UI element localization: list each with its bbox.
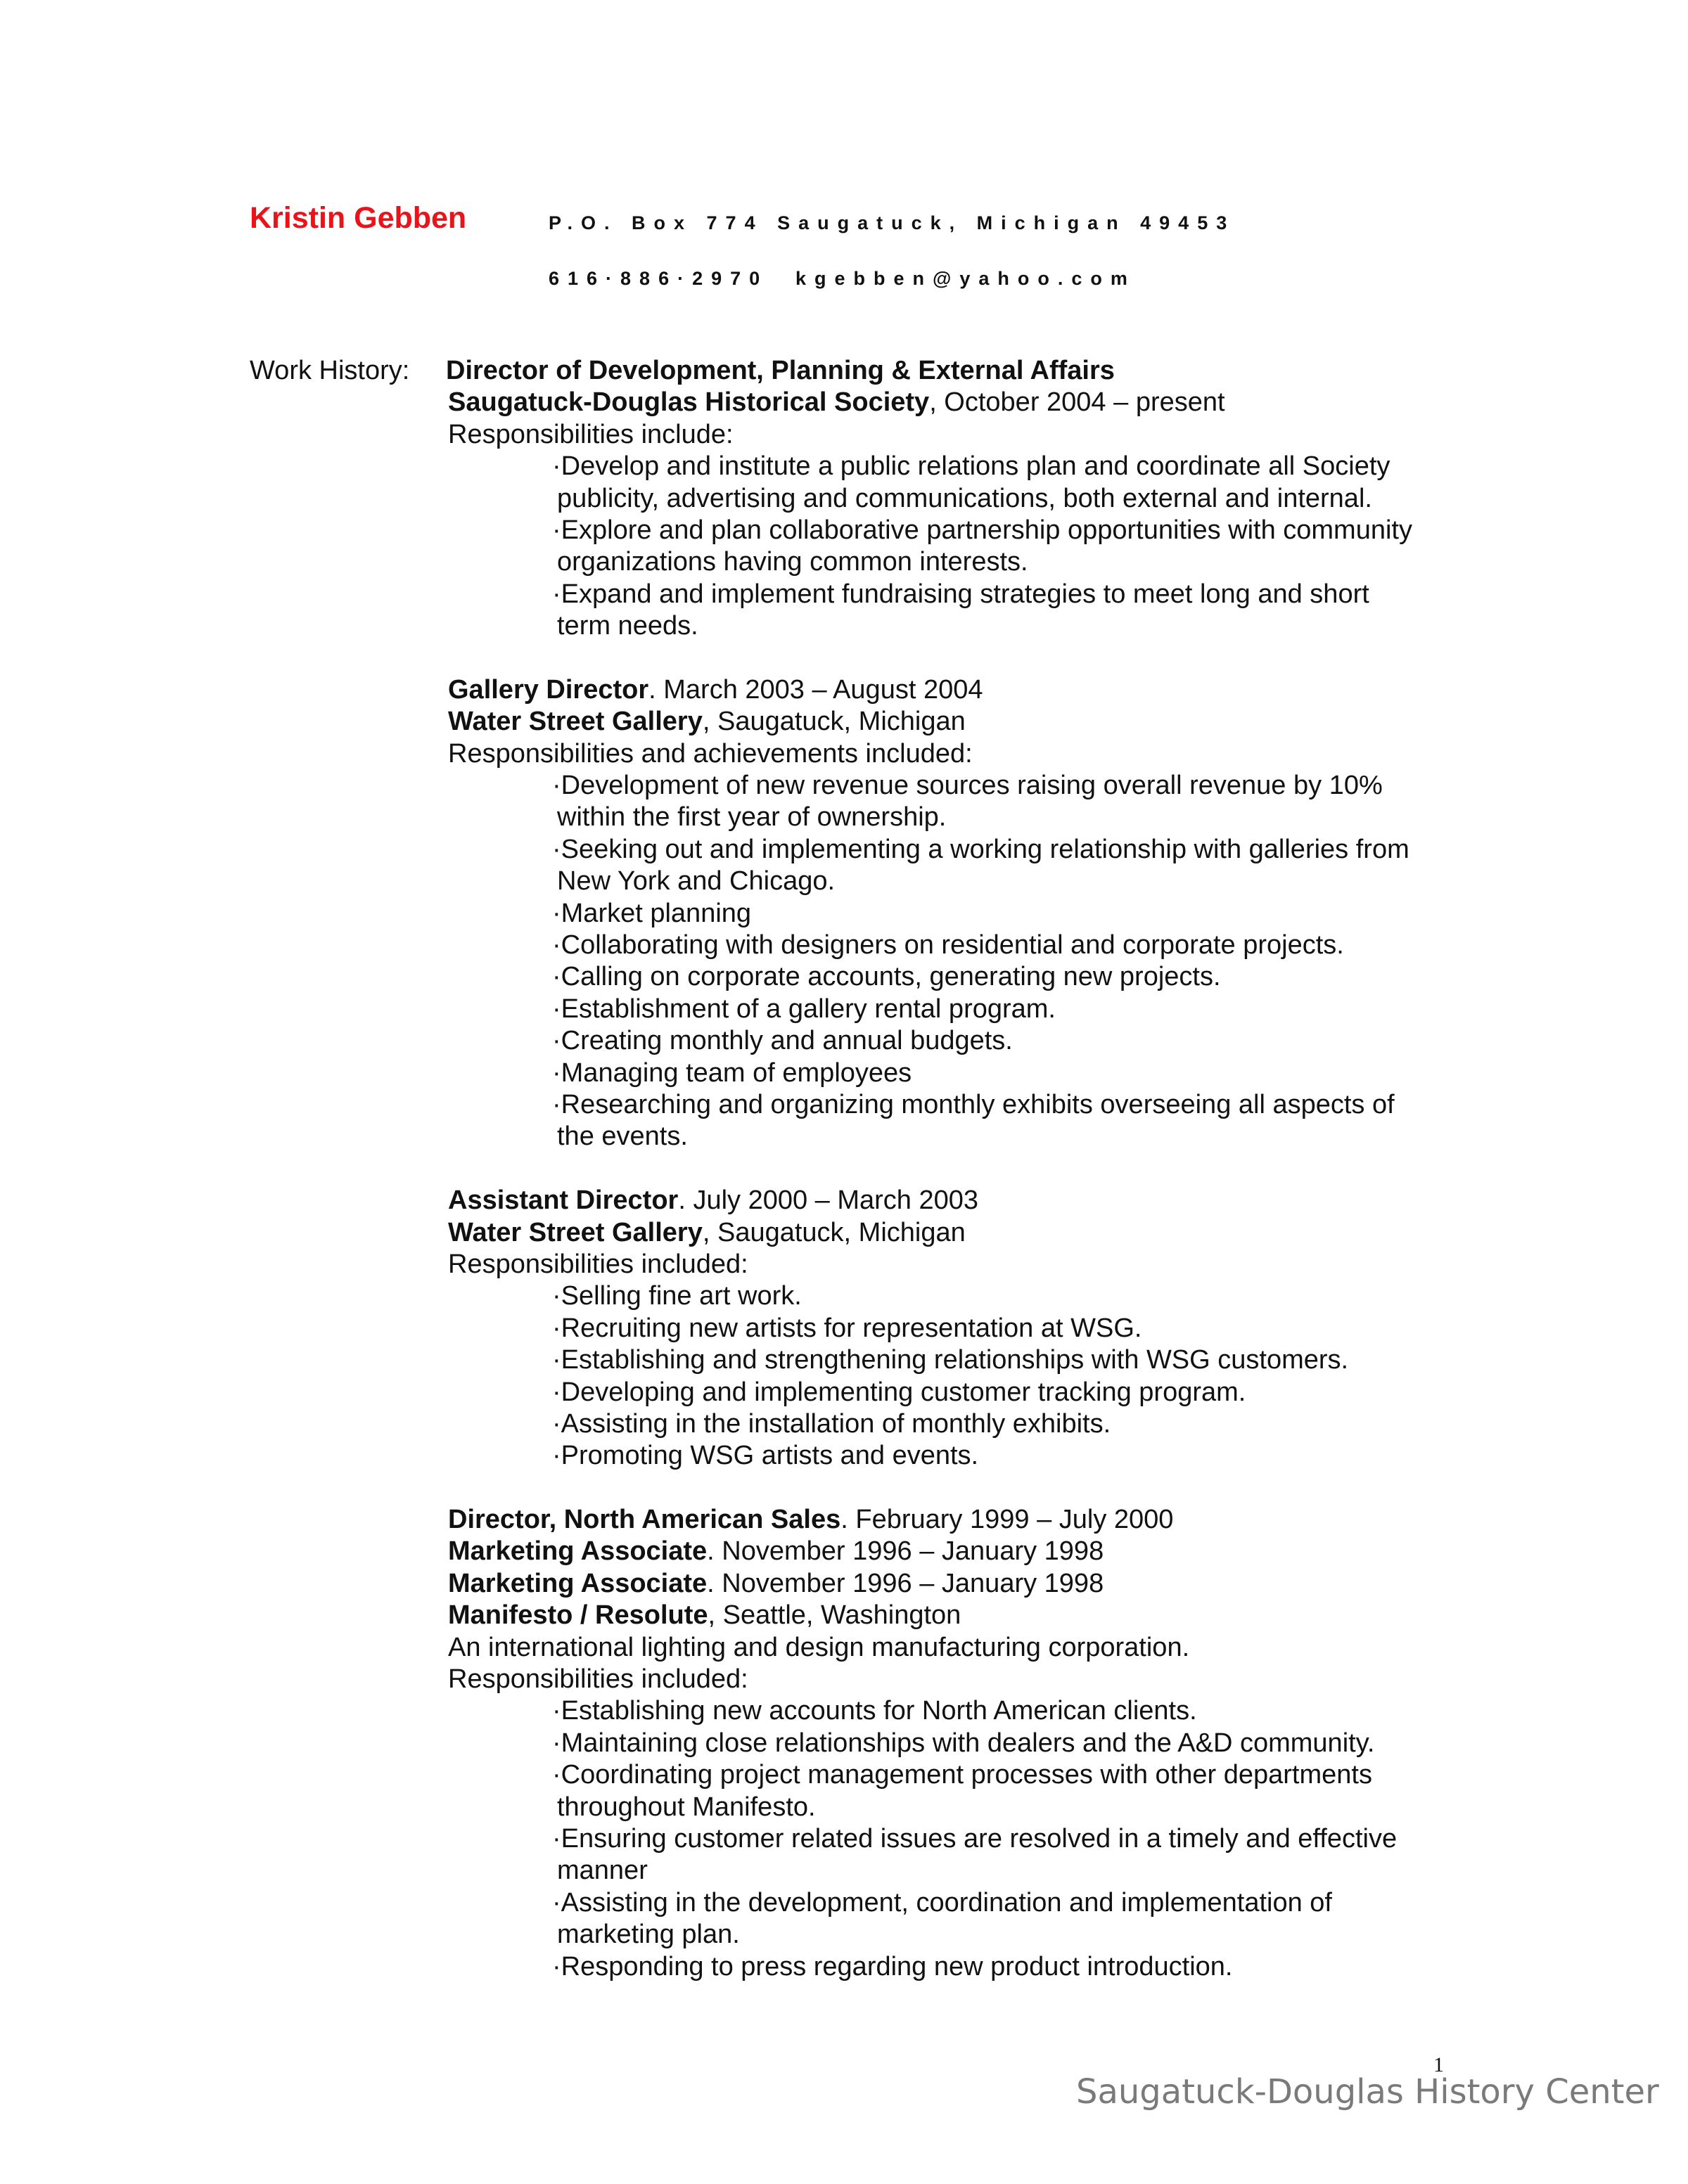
bullet-item: ·Promoting WSG artists and events. xyxy=(552,1441,979,1471)
job-header-line xyxy=(448,1568,1503,1600)
bullet-item: ·Explore and plan collaborative partnership opportunities with community xyxy=(552,515,1412,545)
job-header-bold: Saugatuck-Douglas Historical Society xyxy=(448,387,930,418)
contact-email: kgebben@yahoo.com xyxy=(795,268,1136,289)
bullet-continuation: throughout Manifesto. xyxy=(557,1792,816,1822)
bullet-item: ·Establishing new accounts for North American clients. xyxy=(552,1696,1197,1726)
job-header-line xyxy=(448,1217,1503,1249)
job-header-bold: Water Street Gallery xyxy=(448,707,703,737)
work-history-list xyxy=(448,355,1503,1983)
bullet-item: ·Collaborating with designers on residential and corporate projects. xyxy=(552,930,1344,961)
section-gap xyxy=(448,1153,1503,1185)
bullet-item: ·Managing team of employees xyxy=(552,1058,912,1088)
job-header-detail: An international lighting and design manufacturing corporation. xyxy=(448,1632,1190,1662)
bullet-continuation: the events. xyxy=(557,1122,688,1152)
job-header-detail: , October 2004 – present xyxy=(929,387,1225,418)
bullet-item: ·Establishment of a gallery rental program. xyxy=(552,994,1056,1024)
contact-phone: 616·886·2970 xyxy=(549,268,769,289)
job-header-detail: . November 1996 – January 1998 xyxy=(707,1568,1104,1598)
bullet-item: ·Selling fine art work. xyxy=(552,1281,802,1311)
bullet-item: ·Market planning xyxy=(552,898,752,928)
bullet-item: ·Developing and implementing customer tracking program. xyxy=(552,1377,1246,1407)
responsibilities-intro: Responsibilities and achievements included: xyxy=(448,738,973,769)
responsibilities-intro: Responsibilities included: xyxy=(448,1249,748,1279)
job-header-line xyxy=(448,674,1503,706)
job-header-detail: , Saugatuck, Michigan xyxy=(702,707,966,737)
job-header-bold: Director, North American Sales xyxy=(448,1505,841,1535)
bullet-item: ·Seeking out and implementing a working relationship with galleries from xyxy=(552,834,1409,864)
bullet-item: ·Ensuring customer related issues are resolved in a timely and effective xyxy=(552,1823,1398,1854)
bullet-continuation: manner xyxy=(557,1856,648,1886)
job-header-line xyxy=(446,355,1503,387)
job-entry xyxy=(448,355,1503,643)
bullet-item: ·Maintaining close relationships with dealers and the A&D community. xyxy=(552,1728,1375,1758)
contact-address: P.O. Box 774 Saugatuck, Michigan 49453 xyxy=(549,212,1236,233)
watermark: Saugatuck-Douglas History Center xyxy=(1076,2072,1659,2112)
responsibilities-intro: Responsibilities include: xyxy=(448,419,734,449)
work-history-label: Work History: xyxy=(250,356,410,385)
job-header-line xyxy=(448,706,1503,738)
bullet-item: ·Establishing and strengthening relationships with WSG customers. xyxy=(552,1345,1349,1375)
section-gap xyxy=(448,643,1503,674)
job-header-bold: Marketing Associate xyxy=(448,1536,708,1567)
bullet-continuation: within the first year of ownership. xyxy=(557,802,947,833)
bullet-item: ·Recruiting new artists for representation at WSG. xyxy=(552,1313,1142,1343)
job-header-detail: . July 2000 – March 2003 xyxy=(678,1186,979,1216)
job-header-bold: Assistant Director xyxy=(448,1186,679,1216)
job-header-detail: , Saugatuck, Michigan xyxy=(702,1217,966,1247)
bullet-item: ·Responding to press regarding new product introduction. xyxy=(552,1951,1233,1981)
bullet-continuation: New York and Chicago. xyxy=(557,866,836,897)
job-header-detail: . March 2003 – August 2004 xyxy=(648,674,983,705)
job-header-bold: Marketing Associate xyxy=(448,1568,708,1598)
bullet-continuation: organizations having common interests. xyxy=(557,547,1028,577)
job-header-bold: Gallery Director xyxy=(448,674,649,705)
job-header-line xyxy=(448,1504,1503,1536)
responsibilities-intro: Responsibilities included: xyxy=(448,1664,748,1695)
bullet-item: ·Development of new revenue sources raising overall revenue by 10% xyxy=(552,771,1383,801)
job-header-bold: Director of Development, Planning & External Affairs xyxy=(446,356,1115,385)
job-header-detail: . February 1999 – July 2000 xyxy=(840,1505,1174,1535)
bullet-item: ·Develop and institute a public relations plan and coordinate all Society xyxy=(552,451,1390,482)
bullet-item: ·Calling on corporate accounts, generating new projects. xyxy=(552,962,1221,992)
bullet-item: ·Coordinating project management processes with other departments xyxy=(552,1760,1372,1790)
bullet-item: ·Researching and organizing monthly exhibits overseeing all aspects of xyxy=(552,1089,1395,1119)
section-gap xyxy=(448,1472,1503,1504)
bullet-item: ·Assisting in the installation of monthly exhibits. xyxy=(552,1408,1111,1439)
job-entry xyxy=(448,674,1503,1153)
job-header-line xyxy=(448,387,1503,418)
job-header-detail: , Seattle, Washington xyxy=(708,1600,961,1631)
resume-name: Kristin Gebben xyxy=(250,201,467,235)
bullet-item: ·Assisting in the development, coordination and implementation of xyxy=(552,1887,1332,1918)
job-header-bold: Water Street Gallery xyxy=(448,1217,703,1247)
bullet-continuation: marketing plan. xyxy=(557,1920,740,1950)
job-header-detail: . November 1996 – January 1998 xyxy=(707,1536,1104,1567)
job-entry xyxy=(448,1185,1503,1472)
bullet-item: ·Expand and implement fundraising strategies to meet long and short xyxy=(552,579,1369,609)
bullet-item: ·Creating monthly and annual budgets. xyxy=(552,1026,1013,1056)
job-header-bold: Manifesto / Resolute xyxy=(448,1600,708,1631)
job-header-line xyxy=(448,1632,1503,1664)
bullet-continuation: term needs. xyxy=(557,611,698,641)
job-header-line xyxy=(448,1600,1503,1631)
job-entry xyxy=(448,1504,1503,1983)
page-number: 1 xyxy=(1433,2053,1444,2076)
job-header-line xyxy=(448,1185,1503,1216)
job-header-line xyxy=(448,1536,1503,1567)
bullet-continuation: publicity, advertising and communications, both external and internal. xyxy=(557,483,1372,513)
